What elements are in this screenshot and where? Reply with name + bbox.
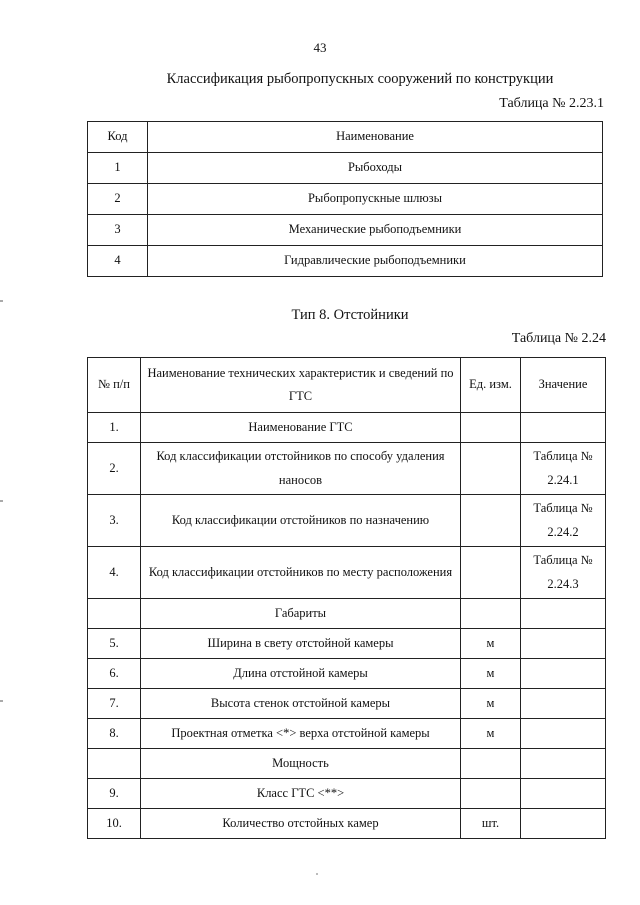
value-cell — [521, 629, 606, 659]
name-cell: Наименование ГТС — [141, 413, 461, 443]
unit-cell — [461, 443, 521, 495]
name-cell: Гидравлические рыбоподъемники — [148, 246, 603, 277]
scan-speck — [316, 873, 318, 875]
table-1-caption: Таблица № 2.23.1 — [499, 96, 604, 111]
scan-margin-mark — [0, 500, 3, 502]
value-cell: Таблица № 2.24.3 — [521, 547, 606, 599]
section-row — [88, 599, 606, 629]
table-2-23-1 — [87, 121, 603, 277]
table-row — [88, 413, 606, 443]
table-header-row — [88, 358, 606, 413]
number-cell: 10. — [88, 809, 141, 839]
page-number: 43 — [313, 40, 327, 55]
section-row — [88, 749, 606, 779]
unit-cell: м — [461, 659, 521, 689]
name-cell: Длина отстойной камеры — [141, 659, 461, 689]
number-cell: 3. — [88, 495, 141, 547]
table-row — [88, 495, 606, 547]
name-cell: Код классификации отстойников по способу удаления наносов — [141, 443, 461, 495]
number-cell: 7. — [88, 689, 141, 719]
table-header-row — [88, 122, 603, 153]
name-cell: Рыбоходы — [148, 153, 603, 184]
number-cell: 6. — [88, 659, 141, 689]
table-row — [88, 719, 606, 749]
table-row — [88, 809, 606, 839]
section-title: Мощность — [141, 749, 461, 779]
name-cell: Код классификации отстойников по назначению — [141, 495, 461, 547]
unit-cell: м — [461, 689, 521, 719]
number-cell: 1. — [88, 413, 141, 443]
unit-cell — [461, 413, 521, 443]
code-cell: 3 — [88, 215, 148, 246]
name-cell: Количество отстойных камер — [141, 809, 461, 839]
name-cell: Механические рыбоподъемники — [148, 215, 603, 246]
scan-margin-mark — [0, 700, 3, 702]
table-row — [88, 629, 606, 659]
number-cell: 2. — [88, 443, 141, 495]
header-cell: Наименование — [148, 122, 603, 153]
value-cell: Таблица № 2.24.1 — [521, 443, 606, 495]
header-cell: Код — [88, 122, 148, 153]
unit-cell: шт. — [461, 809, 521, 839]
table-row — [88, 153, 603, 184]
table-2-24 — [87, 357, 606, 839]
table-row — [88, 215, 603, 246]
value-cell — [521, 689, 606, 719]
header-cell: № п/п — [88, 358, 141, 413]
code-cell: 2 — [88, 184, 148, 215]
unit-cell — [461, 547, 521, 599]
unit-cell — [461, 779, 521, 809]
header-cell: Ед. изм. — [461, 358, 521, 413]
number-cell: 9. — [88, 779, 141, 809]
table-row — [88, 659, 606, 689]
value-cell — [521, 659, 606, 689]
unit-cell: м — [461, 719, 521, 749]
table-row — [88, 689, 606, 719]
table-row — [88, 246, 603, 277]
number-cell: 5. — [88, 629, 141, 659]
table-2-heading: Тип 8. Отстойники — [291, 307, 409, 323]
value-cell — [521, 719, 606, 749]
scan-margin-mark — [0, 300, 3, 302]
header-cell: Наименование технических характеристик и сведений по ГТС — [141, 358, 461, 413]
table-2-caption: Таблица № 2.24 — [511, 331, 606, 346]
section-title: Габариты — [141, 599, 461, 629]
unit-cell — [461, 495, 521, 547]
table-row — [88, 184, 603, 215]
unit-cell: м — [461, 629, 521, 659]
table-row — [88, 443, 606, 495]
table-row — [88, 547, 606, 599]
value-cell: Таблица № 2.24.2 — [521, 495, 606, 547]
name-cell: Код классификации отстойников по месту расположения — [141, 547, 461, 599]
header-cell: Значение — [521, 358, 606, 413]
name-cell: Класс ГТС <**> — [141, 779, 461, 809]
table-row — [88, 779, 606, 809]
name-cell: Рыбопропускные шлюзы — [148, 184, 603, 215]
value-cell — [521, 809, 606, 839]
code-cell: 4 — [88, 246, 148, 277]
name-cell: Проектная отметка <*> верха отстойной камеры — [141, 719, 461, 749]
number-cell: 4. — [88, 547, 141, 599]
name-cell: Ширина в свету отстойной камеры — [141, 629, 461, 659]
number-cell: 8. — [88, 719, 141, 749]
name-cell: Высота стенок отстойной камеры — [141, 689, 461, 719]
value-cell — [521, 779, 606, 809]
code-cell: 1 — [88, 153, 148, 184]
table-1-heading: Классификация рыбопропускных сооружений по конструкции — [166, 71, 554, 87]
value-cell — [521, 413, 606, 443]
